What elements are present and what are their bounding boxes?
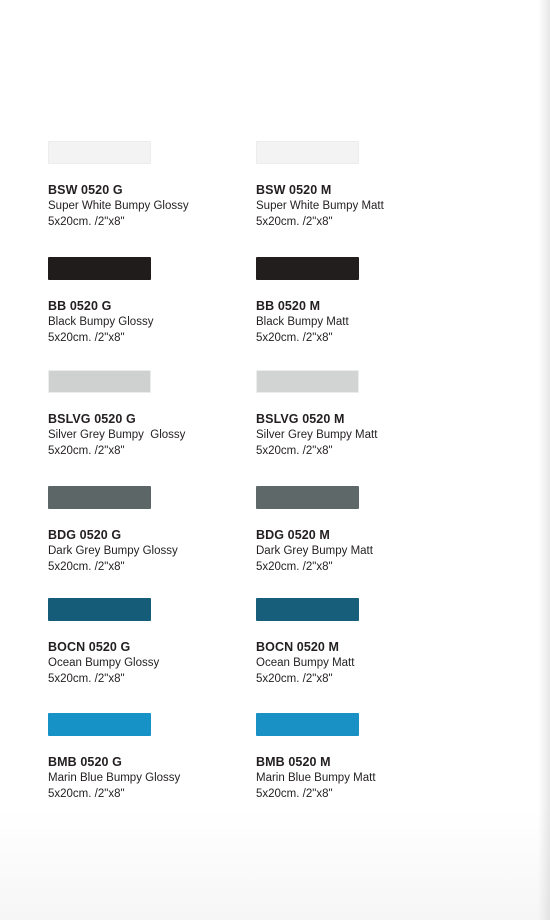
tile-card-bb-0520-m xyxy=(256,257,446,346)
tile-code: BOCN 0520 G xyxy=(48,640,131,654)
tile-swatch xyxy=(48,598,151,621)
tile-swatch xyxy=(256,257,359,280)
tile-code: BOCN 0520 M xyxy=(256,640,340,654)
tile-code: BMB 0520 M xyxy=(256,755,331,769)
tile-size: 5x20cm. /2"x8" xyxy=(256,216,333,228)
tile-size: 5x20cm. /2"x8" xyxy=(48,561,125,573)
tile-name: Ocean Bumpy Matt xyxy=(256,657,355,669)
tile-card-bmb-0520-m xyxy=(256,713,446,802)
tile-size: 5x20cm. /2"x8" xyxy=(48,332,125,344)
tile-name: Marin Blue Bumpy Glossy xyxy=(48,772,181,784)
tile-code: BB 0520 G xyxy=(48,299,112,313)
tile-swatch xyxy=(256,713,359,736)
tile-name: Black Bumpy Matt xyxy=(256,316,349,328)
tile-name: Ocean Bumpy Glossy xyxy=(48,657,160,669)
tile-card-bdg-0520-m xyxy=(256,486,446,575)
tile-card-bocn-0520-m xyxy=(256,598,446,687)
tile-size: 5x20cm. /2"x8" xyxy=(256,561,333,573)
tile-card-bmb-0520-g xyxy=(48,713,238,802)
tile-card-bslvg-0520-m xyxy=(256,370,446,459)
tile-name: Super White Bumpy Glossy xyxy=(48,200,189,212)
tile-name: Silver Grey Bumpy Matt xyxy=(256,429,378,441)
tile-card-bocn-0520-g xyxy=(48,598,238,687)
tile-swatch xyxy=(256,141,359,164)
tile-card-bsw-0520-g xyxy=(48,141,238,230)
tile-size: 5x20cm. /2"x8" xyxy=(48,216,125,228)
tile-swatch xyxy=(48,257,151,280)
tile-size: 5x20cm. /2"x8" xyxy=(256,673,333,685)
tile-name: Black Bumpy Glossy xyxy=(48,316,154,328)
tile-card-bb-0520-g xyxy=(48,257,238,346)
tile-size: 5x20cm. /2"x8" xyxy=(256,445,333,457)
tile-name: Marin Blue Bumpy Matt xyxy=(256,772,376,784)
tile-size: 5x20cm. /2"x8" xyxy=(48,788,125,800)
page-edge-shadow xyxy=(538,0,550,920)
tile-size: 5x20cm. /2"x8" xyxy=(48,673,125,685)
tile-swatch xyxy=(256,486,359,509)
tile-code: BDG 0520 G xyxy=(48,528,122,542)
tile-size: 5x20cm. /2"x8" xyxy=(256,788,333,800)
tile-name: Dark Grey Bumpy Glossy xyxy=(48,545,178,557)
tile-swatch xyxy=(256,370,359,393)
tile-swatch xyxy=(48,370,151,393)
tile-swatch xyxy=(48,141,151,164)
tile-code: BSLVG 0520 M xyxy=(256,412,345,426)
tile-name: Silver Grey Bumpy Glossy xyxy=(48,429,186,441)
tile-size: 5x20cm. /2"x8" xyxy=(256,332,333,344)
tile-code: BB 0520 M xyxy=(256,299,321,313)
tile-code: BSW 0520 G xyxy=(48,183,123,197)
tile-card-bsw-0520-m xyxy=(256,141,446,230)
tile-swatch xyxy=(48,713,151,736)
tile-card-bdg-0520-g xyxy=(48,486,238,575)
tile-name: Super White Bumpy Matt xyxy=(256,200,384,212)
tile-code: BSLVG 0520 G xyxy=(48,412,136,426)
tile-code: BSW 0520 M xyxy=(256,183,332,197)
tile-size: 5x20cm. /2"x8" xyxy=(48,445,125,457)
tile-card-bslvg-0520-g xyxy=(48,370,238,459)
tile-swatch xyxy=(256,598,359,621)
tile-name: Dark Grey Bumpy Matt xyxy=(256,545,373,557)
tile-code: BDG 0520 M xyxy=(256,528,330,542)
tile-swatch xyxy=(48,486,151,509)
tile-code: BMB 0520 G xyxy=(48,755,122,769)
